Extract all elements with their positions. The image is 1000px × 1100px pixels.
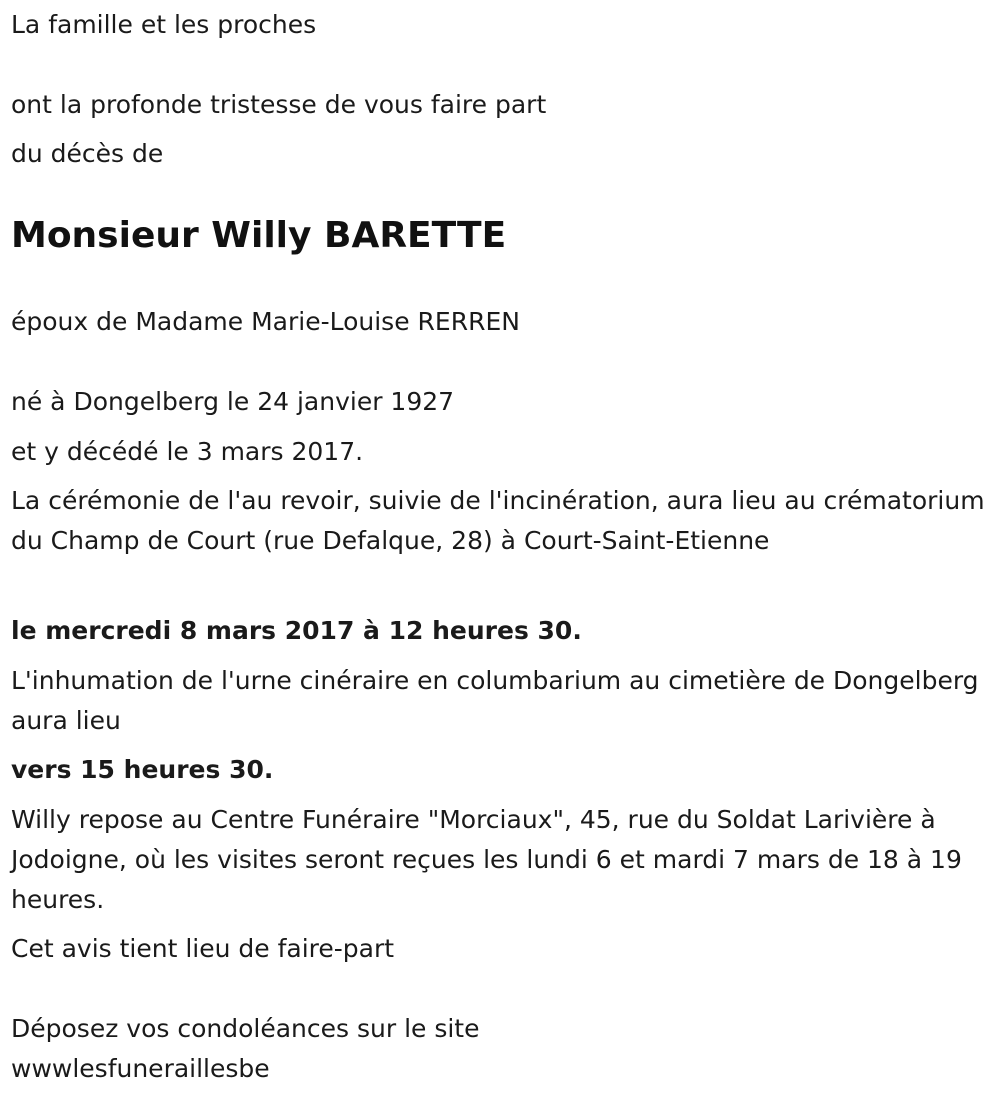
- birth-line: né à Dongelberg le 24 janvier 1927: [11, 387, 455, 416]
- condolences-site: wwwlesfuneraillesbe: [11, 1054, 270, 1083]
- family-line: La famille et les proches: [11, 10, 317, 39]
- faire-part-line: Cet avis tient lieu de faire-part: [11, 934, 395, 963]
- announcement-line-1: ont la profonde tristesse de vous faire part: [11, 90, 547, 119]
- visitation-text: Willy repose au Centre Funéraire "Morciaux", 45, rue du Soldat Larivière à Jodoigne, où les visites seront reçues les lundi 6 et mardi 7 mars de 18 à 19 heures.: [11, 805, 962, 914]
- burial-text: L'inhumation de l'urne cinéraire en columbarium au cimetière de Dongelberg aura lieu: [11, 666, 979, 735]
- announcement-line-2: du décès de: [11, 139, 164, 168]
- deceased-name: Monsieur Willy BARETTE: [11, 215, 507, 256]
- condolences-line-1: Déposez vos condoléances sur le site: [11, 1014, 480, 1043]
- ceremony-text: La cérémonie de l'au revoir, suivie de l'incinération, aura lieu au crématorium du Champ de Court (rue Defalque, 28) à Court-Saint-Etienne: [11, 486, 985, 555]
- ceremony-date: le mercredi 8 mars 2017 à 12 heures 30.: [11, 616, 582, 645]
- death-line: et y décédé le 3 mars 2017.: [11, 437, 364, 466]
- burial-time: vers 15 heures 30.: [11, 755, 274, 784]
- spouse-line: époux de Madame Marie-Louise RERREN: [11, 307, 520, 336]
